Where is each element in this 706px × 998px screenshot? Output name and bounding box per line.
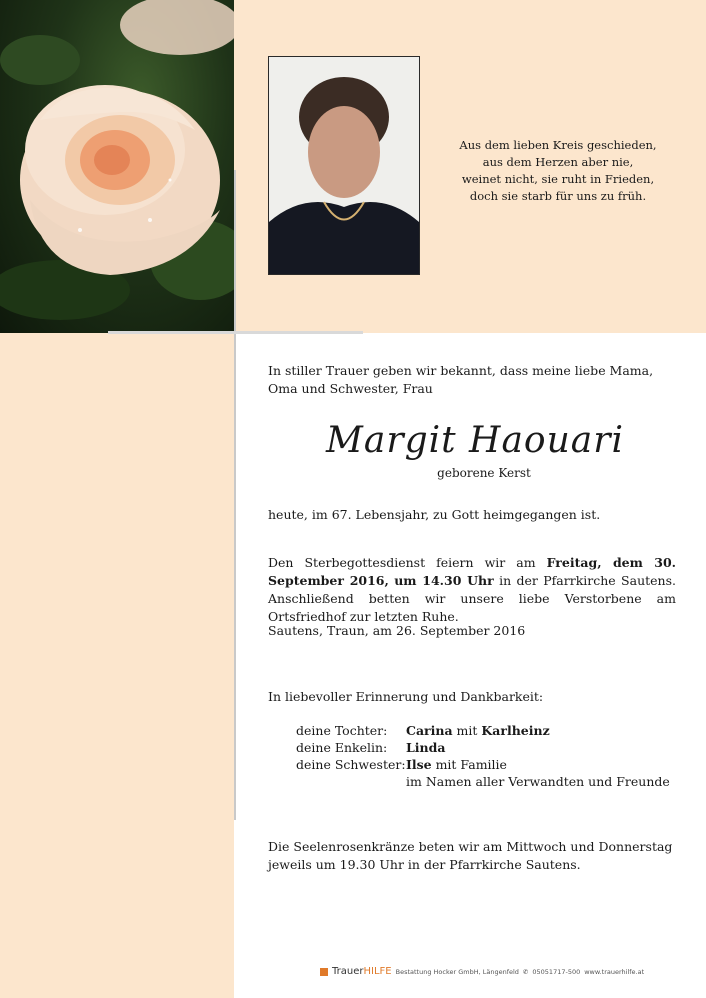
quote-line: Aus dem lieben Kreis geschieden,: [459, 138, 657, 152]
passing-statement: heute, im 67. Lebensjahr, zu Gott heimgegangen ist.: [268, 507, 601, 522]
family-role: deine Schwester:: [296, 757, 406, 772]
peach-background-left: [0, 333, 234, 998]
service-time: um 14.30 Uhr: [394, 573, 494, 588]
family-name: Carina: [406, 723, 453, 738]
family-members: [406, 756, 507, 773]
family-name: Ilse: [406, 757, 432, 772]
family-role: deine Enkelin:: [296, 740, 388, 755]
trauerhilfe-logo-icon: [320, 968, 328, 976]
family-extra: im Namen aller Verwandten und Freunde: [406, 774, 670, 789]
footer-brand: TrauerHILFE: [332, 966, 392, 977]
quote-line: doch sie starb für uns zu früh.: [469, 189, 647, 203]
quote-line: aus dem Herzen aber nie,: [482, 155, 634, 169]
family-connector: mit Familie: [431, 757, 507, 772]
deceased-name: Margit Haouari: [326, 420, 624, 461]
remembrance-heading: In liebevoller Erinnerung und Dankbarkeit:: [268, 689, 544, 704]
family-members: [406, 722, 550, 739]
footer-company: Bestattung Hocker GmbH, Längenfeld: [395, 967, 519, 976]
family-name: Linda: [406, 740, 446, 755]
announcement-intro: In stiller Trauer geben wir bekannt, dass meine liebe Mama, Oma und Schwester, Frau: [268, 363, 654, 396]
rosary-notice: Die Seelenrosenkränze beten wir am Mittwoch und Donnerstag jeweils um 19.30 Uhr in der Pfarrkirche Sautens.: [268, 839, 673, 872]
footer-phone: 05051717-500: [532, 967, 581, 976]
deceased-birth-name: geborene Kerst: [437, 466, 531, 480]
service-details: in der Pfarrkirche Sautens. Anschließend betten wir unsere liebe Verstorbene am Ortsfriedhof zur letzten Ruhe.: [268, 573, 676, 624]
cross-vertical-line: [234, 170, 236, 820]
family-name: Karlheinz: [481, 723, 550, 738]
funeral-service-text: [268, 554, 676, 626]
cross-horizontal-line: [108, 331, 363, 334]
quote-line: weinet nicht, sie ruht in Frieden,: [461, 172, 655, 186]
phone-icon: ✆: [522, 967, 529, 976]
memorial-quote: [440, 137, 676, 205]
family-role: deine Tochter:: [296, 723, 388, 738]
rose-photo: [0, 0, 234, 333]
portrait-photo: [268, 56, 420, 275]
family-members: [406, 739, 445, 756]
service-prefix: Den Sterbegottesdienst feiern wir am: [268, 555, 536, 570]
family-connector: mit: [452, 723, 482, 738]
service-date: Freitag, dem 30. September 2016,: [268, 555, 677, 588]
footer-web: www.trauerhilfe.at: [584, 967, 645, 976]
place-and-date: Sautens, Traun, am 26. September 2016: [268, 623, 526, 638]
footer: [320, 966, 644, 977]
